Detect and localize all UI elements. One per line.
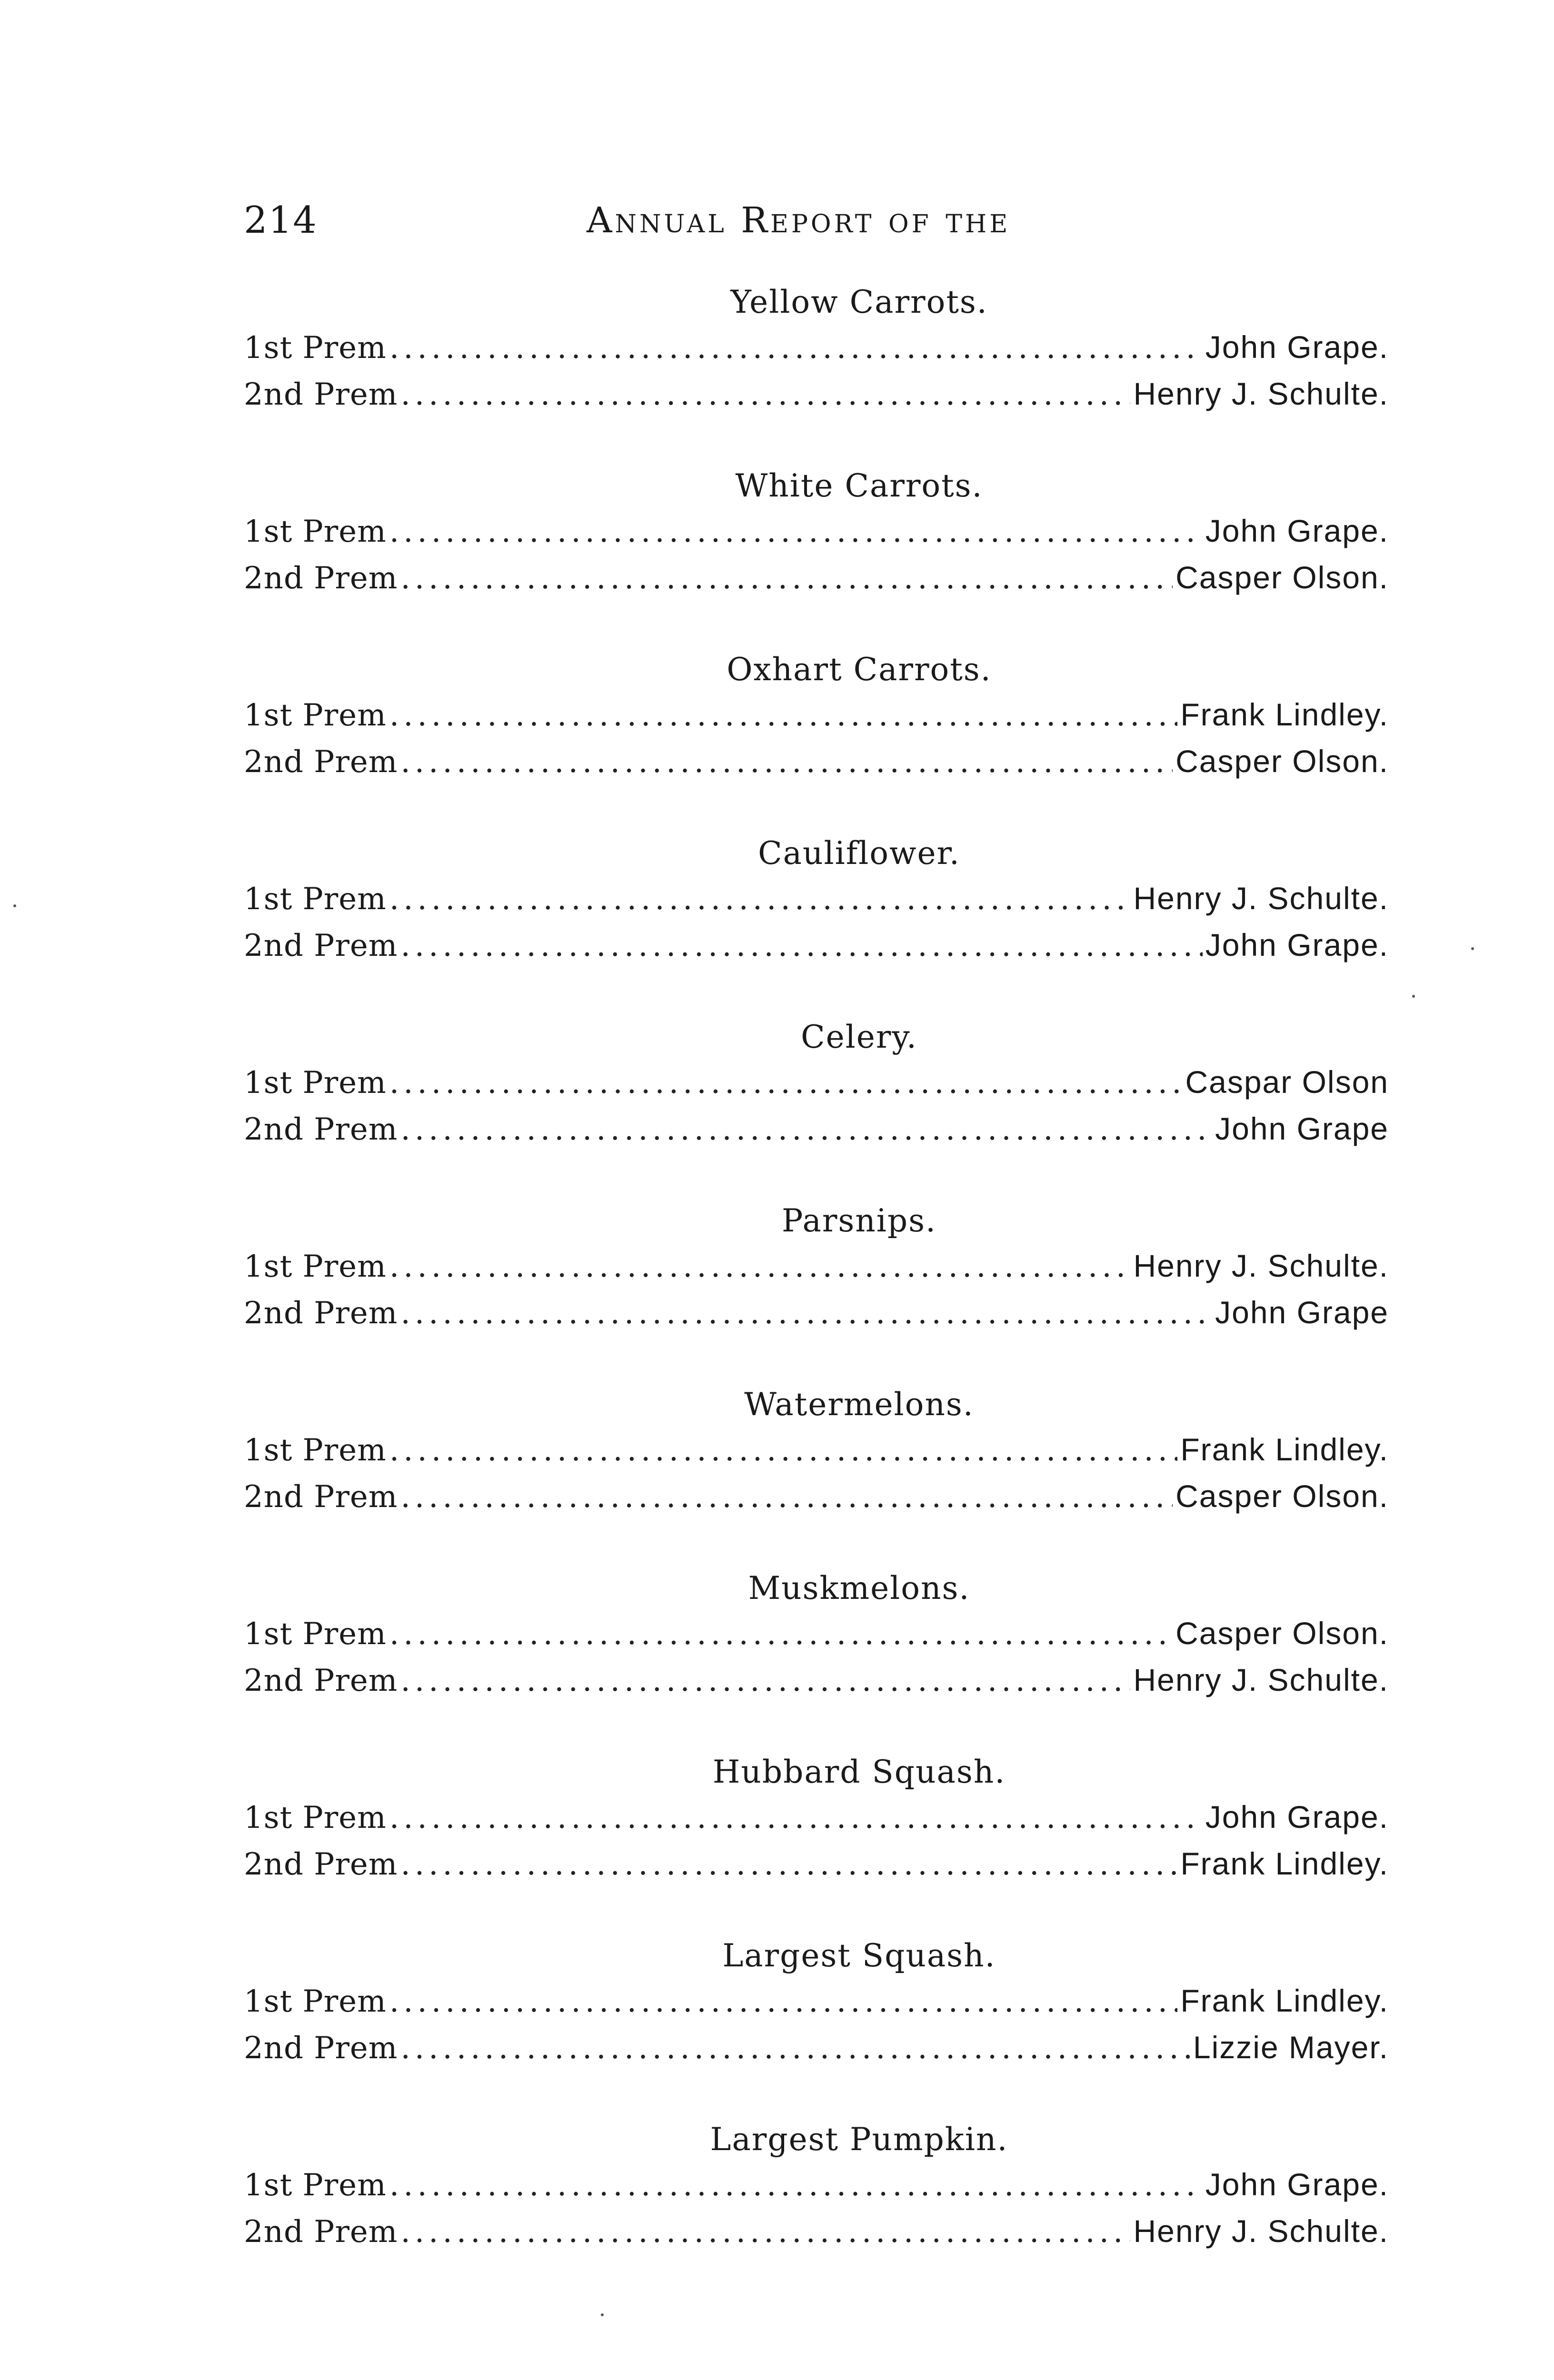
dot-leader (400, 739, 1173, 785)
dot-leader (389, 1795, 1203, 1841)
section-title: Yellow Carrots. (730, 284, 988, 320)
winner-name: Casper Olson. (1175, 1616, 1389, 1651)
section-title: Cauliflower. (758, 835, 960, 872)
dot-leader (389, 1060, 1183, 1106)
prize-label: 1st Prem (244, 514, 387, 549)
premium-entry (244, 554, 1389, 601)
prize-label: 1st Prem (244, 1065, 387, 1101)
premium-section (244, 465, 1389, 648)
prize-label: 1st Prem (244, 2168, 387, 2203)
winner-name: John Grape. (1205, 927, 1389, 962)
premium-entry (244, 1656, 1389, 1703)
winner-name: Casper Olson. (1175, 744, 1389, 779)
section-title: White Carrots. (735, 467, 983, 504)
dot-leader (389, 508, 1203, 555)
prize-label: 2nd Prem (244, 377, 398, 412)
section-title: Largest Squash. (722, 1937, 996, 1974)
section-title: Celery. (801, 1019, 917, 1055)
prize-label: 1st Prem (244, 1249, 387, 1284)
premium-entry (244, 691, 1389, 738)
print-speck (13, 904, 16, 907)
dot-leader (400, 1657, 1130, 1704)
winner-name: Henry J. Schulte. (1133, 1662, 1389, 1697)
premium-section (244, 1200, 1389, 1383)
winner-name: John Grape. (1205, 1799, 1389, 1835)
premium-entry (244, 1242, 1389, 1289)
premium-entry (244, 2161, 1389, 2208)
premium-section (244, 832, 1389, 1016)
premium-entry (244, 2024, 1389, 2071)
prize-label: 2nd Prem (244, 1296, 398, 1331)
premium-entry (244, 324, 1389, 370)
prize-label: 1st Prem (244, 1800, 387, 1835)
winner-name: Lizzie Mayer. (1193, 2030, 1389, 2065)
premium-section (244, 1751, 1389, 1934)
prize-label: 1st Prem (244, 1616, 387, 1652)
prize-label: 2nd Prem (244, 2031, 398, 2066)
dot-leader (389, 876, 1131, 922)
dot-leader (400, 2025, 1190, 2072)
prize-label: 1st Prem (244, 330, 387, 366)
dot-leader (389, 1978, 1178, 2025)
premium-section (244, 1383, 1389, 1567)
dot-leader (389, 1243, 1131, 1290)
prize-label: 1st Prem (244, 1984, 387, 2019)
premium-entry (244, 1840, 1389, 1887)
print-speck (601, 2313, 604, 2316)
premium-entry (244, 922, 1389, 968)
premium-section (244, 1567, 1389, 1751)
prize-label: 2nd Prem (244, 744, 398, 780)
premium-entry (244, 1059, 1389, 1105)
prize-label: 2nd Prem (244, 561, 398, 596)
premium-section (244, 1016, 1389, 1200)
premium-entry (244, 507, 1389, 554)
winner-name: Henry J. Schulte. (1133, 2213, 1389, 2249)
winner-name: Henry J. Schulte. (1133, 376, 1389, 411)
section-title: Watermelons. (744, 1386, 974, 1423)
prize-label: 2nd Prem (244, 1663, 398, 1698)
winner-name: John Grape. (1205, 329, 1389, 365)
winner-name: Casper Olson. (1175, 560, 1389, 595)
dot-leader (389, 1611, 1173, 1657)
dot-leader (400, 2209, 1130, 2255)
running-title: Annual Report of the (587, 200, 1011, 241)
premium-list (244, 281, 1389, 2302)
winner-name: Caspar Olson (1185, 1064, 1389, 1100)
prize-label: 2nd Prem (244, 928, 398, 963)
premium-entry (244, 1610, 1389, 1656)
winner-name: Henry J. Schulte. (1133, 881, 1389, 916)
section-title: Hubbard Squash. (712, 1754, 1006, 1790)
prize-label: 1st Prem (244, 698, 387, 733)
premium-entry (244, 2208, 1389, 2254)
prize-label: 1st Prem (244, 882, 387, 917)
winner-name: Frank Lindley. (1180, 1432, 1389, 1467)
premium-section (244, 648, 1389, 832)
dot-leader (400, 555, 1173, 602)
prize-label: 2nd Prem (244, 2214, 398, 2250)
section-title: Oxhart Carrots. (727, 651, 992, 688)
premium-entry (244, 875, 1389, 922)
winner-name: Henry J. Schulte. (1133, 1248, 1389, 1283)
dot-leader (400, 1290, 1212, 1337)
premium-entry (244, 1794, 1389, 1840)
dot-leader (389, 325, 1203, 371)
premium-section (244, 2118, 1389, 2302)
premium-section (244, 1934, 1389, 2118)
prize-label: 2nd Prem (244, 1479, 398, 1515)
winner-name: Frank Lindley. (1180, 697, 1389, 732)
prize-label: 2nd Prem (244, 1112, 398, 1147)
prize-label: 1st Prem (244, 1433, 387, 1468)
winner-name: Casper Olson. (1175, 1478, 1389, 1514)
premium-entry (244, 370, 1389, 417)
dot-leader (400, 1841, 1177, 1888)
dot-leader (400, 1106, 1212, 1153)
winner-name: John Grape (1215, 1111, 1389, 1146)
winner-name: John Grape (1215, 1295, 1389, 1330)
print-speck (1471, 947, 1474, 950)
prize-label: 2nd Prem (244, 1847, 398, 1882)
dot-leader (389, 692, 1178, 739)
winner-name: Frank Lindley. (1180, 1846, 1389, 1881)
premium-entry (244, 1289, 1389, 1336)
premium-entry (244, 1473, 1389, 1519)
section-title: Parsnips. (782, 1202, 936, 1239)
premium-section (244, 281, 1389, 465)
running-head (244, 194, 1389, 247)
dot-leader (389, 2162, 1203, 2209)
dot-leader (400, 1474, 1173, 1520)
winner-name: John Grape. (1205, 513, 1389, 548)
section-title: Largest Pumpkin. (710, 2121, 1008, 2158)
section-title: Muskmelons. (748, 1570, 970, 1606)
winner-name: John Grape. (1205, 2167, 1389, 2202)
winner-name: Frank Lindley. (1180, 1983, 1389, 2018)
print-speck (1412, 995, 1415, 998)
dot-leader (389, 1427, 1178, 1474)
dot-leader (400, 922, 1202, 969)
dot-leader (400, 371, 1130, 418)
premium-entry (244, 1105, 1389, 1152)
premium-entry (244, 738, 1389, 784)
premium-entry (244, 1426, 1389, 1473)
page-number: 214 (244, 199, 318, 242)
premium-entry (244, 1977, 1389, 2024)
